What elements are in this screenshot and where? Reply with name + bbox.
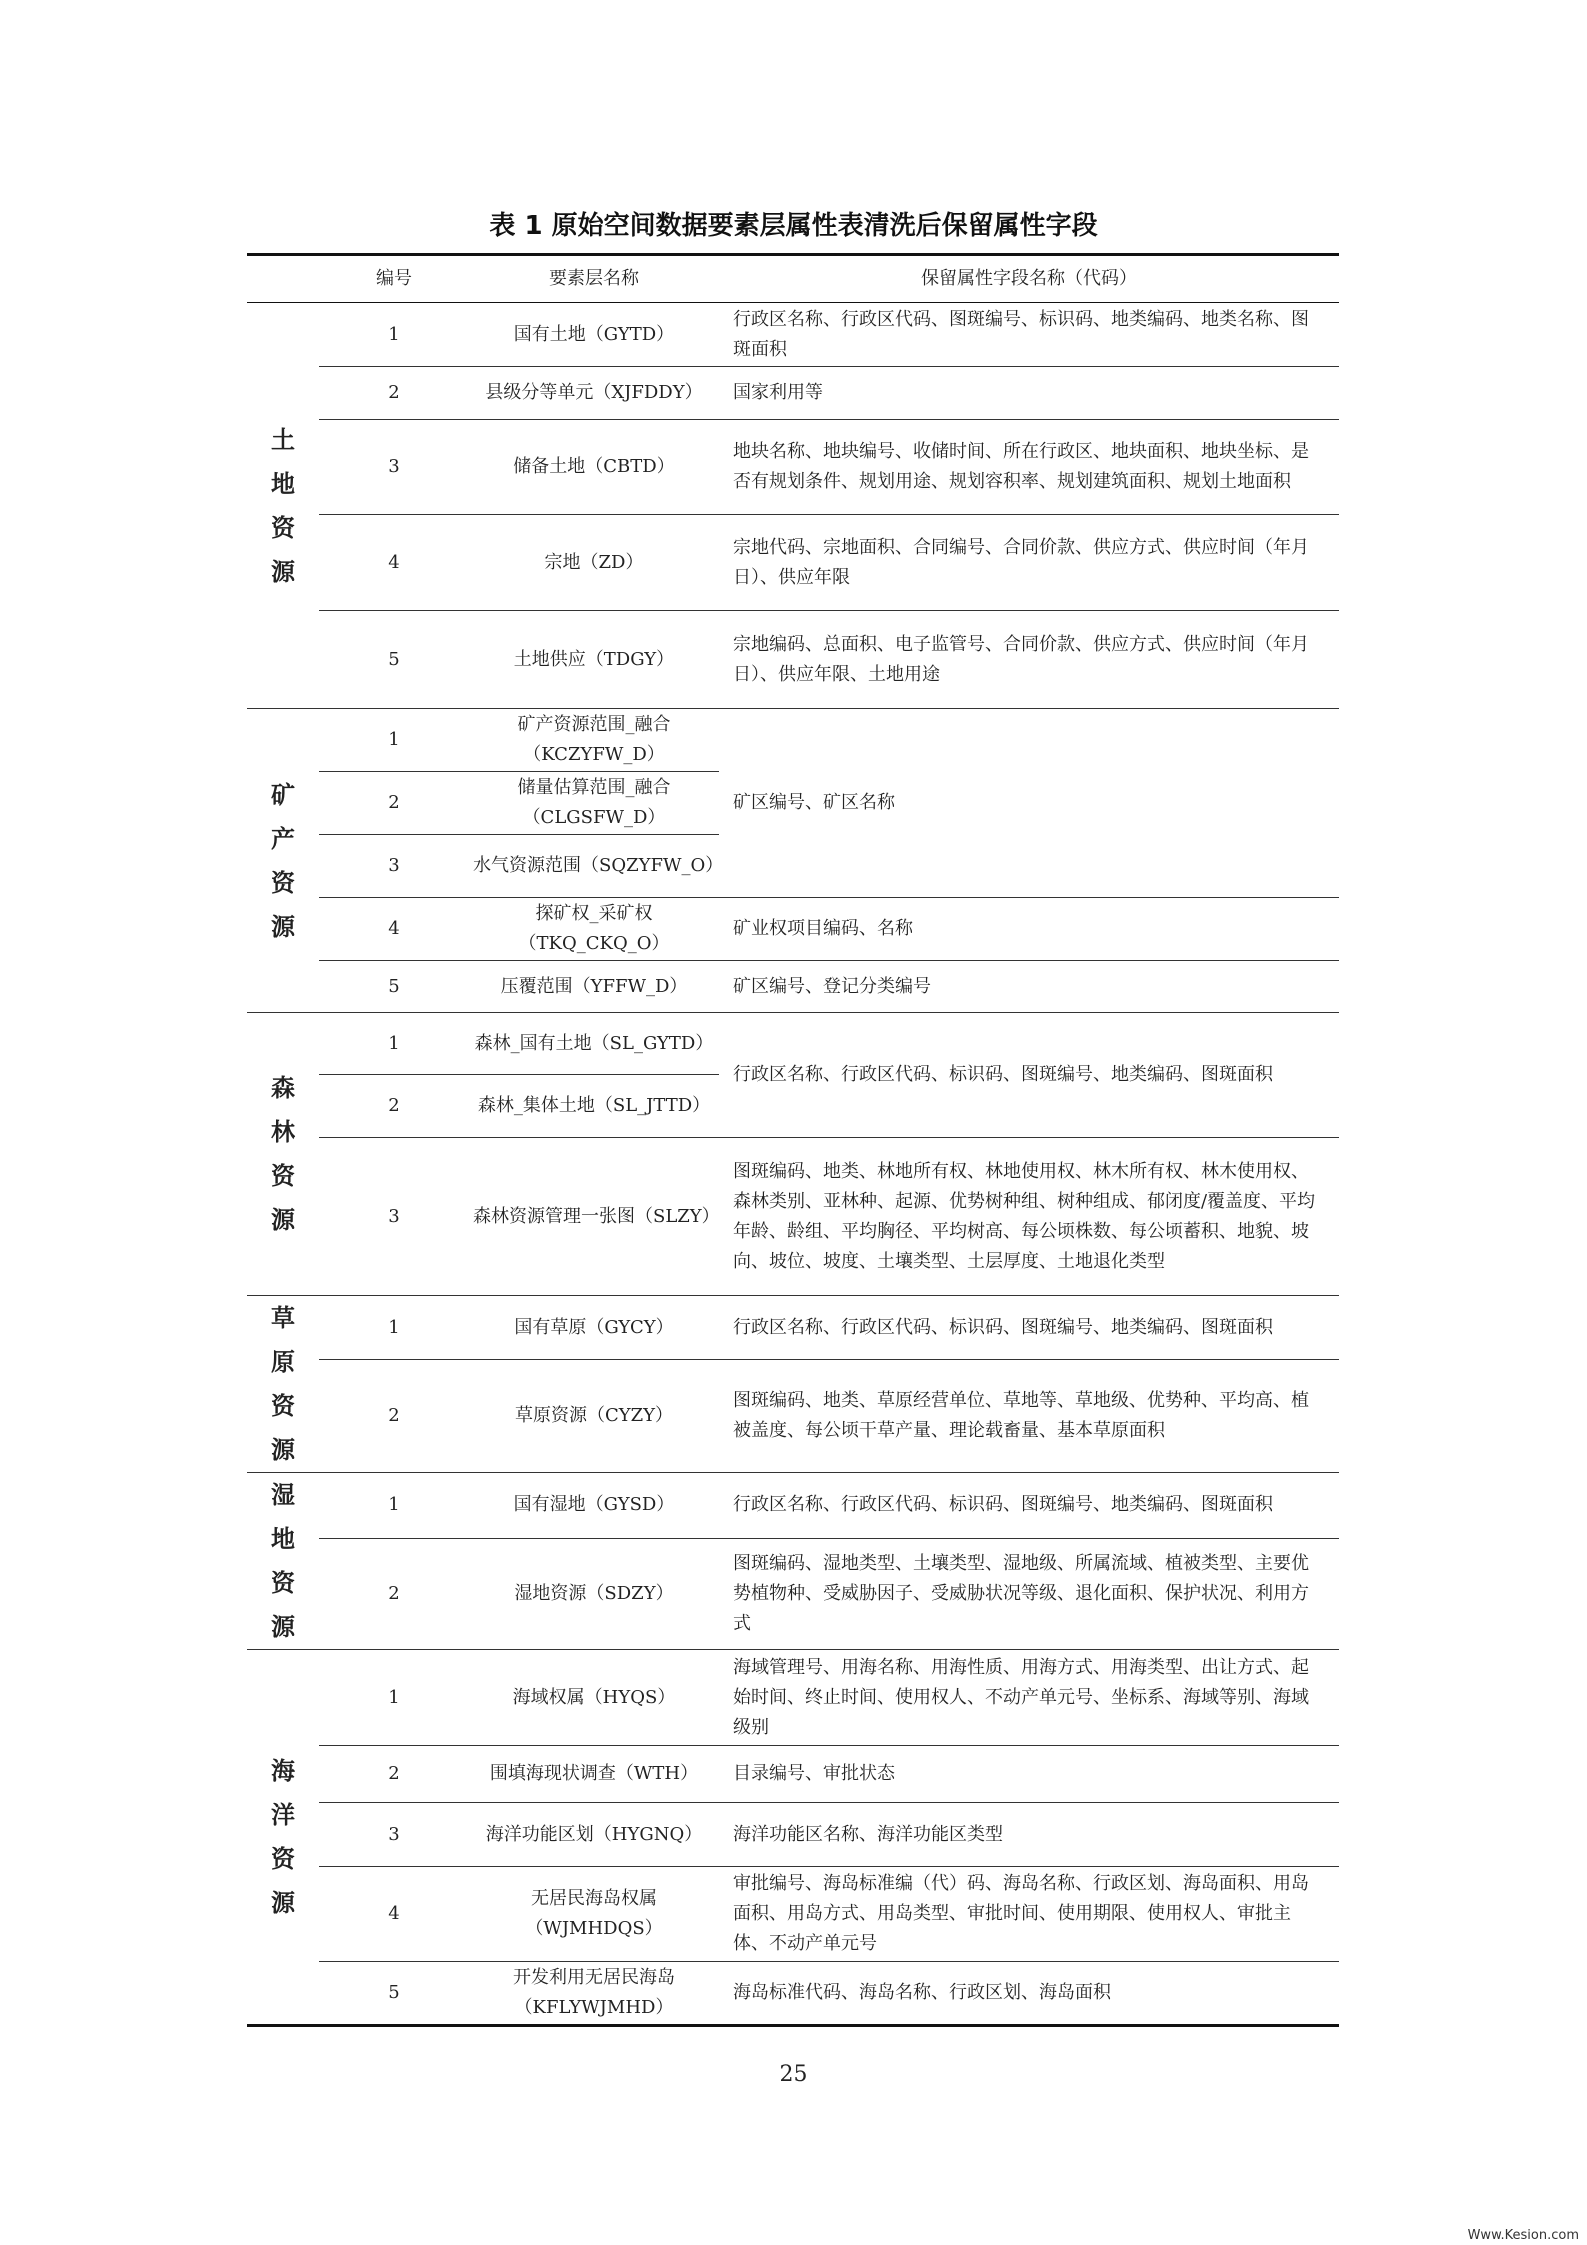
row-fields: 行政区名称、行政区代码、标识码、图斑编号、地类编码、图斑面积 bbox=[719, 1473, 1339, 1539]
row-fields: 国家利用等 bbox=[719, 367, 1339, 420]
table-row bbox=[247, 898, 1339, 961]
table-row bbox=[247, 611, 1339, 709]
table-header-row bbox=[247, 255, 1339, 303]
row-no: 5 bbox=[319, 611, 469, 709]
table-row bbox=[247, 1360, 1339, 1473]
row-no: 5 bbox=[319, 1962, 469, 2026]
row-no: 2 bbox=[319, 1538, 469, 1649]
row-no: 2 bbox=[319, 367, 469, 420]
table-row bbox=[247, 1803, 1339, 1867]
table-row bbox=[247, 1867, 1339, 1962]
table-row bbox=[247, 1296, 1339, 1360]
header-no: 编号 bbox=[319, 255, 469, 303]
table-row bbox=[247, 1138, 1339, 1296]
row-layer: 森林_国有土地（SL_GYTD） bbox=[469, 1013, 719, 1075]
row-layer: 国有土地（GYTD） bbox=[469, 303, 719, 367]
row-fields: 地块名称、地块编号、收储时间、所在行政区、地块面积、地块坐标、是否有规划条件、规划用途、规划容积率、规划建筑面积、规划土地面积 bbox=[719, 420, 1339, 515]
row-fields: 矿区编号、登记分类编号 bbox=[719, 961, 1339, 1013]
group-label: 海洋资源 bbox=[271, 1757, 295, 1917]
row-layer: 国有湿地（GYSD） bbox=[469, 1473, 719, 1539]
row-layer: 湿地资源（SDZY） bbox=[469, 1538, 719, 1649]
group-cell-ocean bbox=[247, 1650, 319, 2026]
row-layer: 土地供应（TDGY） bbox=[469, 611, 719, 709]
group-label: 森林资源 bbox=[271, 1074, 295, 1234]
row-fields: 矿业权项目编码、名称 bbox=[719, 898, 1339, 961]
table-row bbox=[247, 1650, 1339, 1746]
row-no: 1 bbox=[319, 1650, 469, 1746]
row-layer: 探矿权_采矿权（TKQ_CKQ_O） bbox=[469, 898, 719, 961]
row-layer: 开发利用无居民海岛（KFLYWJMHD） bbox=[469, 1962, 719, 2026]
attribute-table bbox=[247, 253, 1339, 2027]
row-no: 4 bbox=[319, 898, 469, 961]
group-label: 草原资源 bbox=[271, 1304, 295, 1464]
row-fields: 宗地编码、总面积、电子监管号、合同价款、供应方式、供应时间（年月日）、供应年限、土地用途 bbox=[719, 611, 1339, 709]
row-no: 5 bbox=[319, 961, 469, 1013]
group-label: 矿产资源 bbox=[271, 780, 295, 941]
row-fields: 海岛标准代码、海岛名称、行政区划、海岛面积 bbox=[719, 1962, 1339, 2026]
row-no: 3 bbox=[319, 420, 469, 515]
row-no: 1 bbox=[319, 1473, 469, 1539]
row-no: 1 bbox=[319, 303, 469, 367]
row-no: 3 bbox=[319, 835, 469, 898]
row-layer: 压覆范围（YFFW_D） bbox=[469, 961, 719, 1013]
row-layer: 海洋功能区划（HYGNQ） bbox=[469, 1803, 719, 1867]
row-layer: 海域权属（HYQS） bbox=[469, 1650, 719, 1746]
table-row bbox=[247, 1473, 1339, 1539]
row-layer: 储备土地（CBTD） bbox=[469, 420, 719, 515]
row-layer: 矿产资源范围_融合（KCZYFW_D） bbox=[469, 709, 719, 772]
row-no: 4 bbox=[319, 1867, 469, 1962]
row-fields: 宗地代码、宗地面积、合同编号、合同价款、供应方式、供应时间（年月日）、供应年限 bbox=[719, 515, 1339, 611]
header-fields: 保留属性字段名称（代码） bbox=[719, 255, 1339, 303]
header-group bbox=[247, 255, 319, 303]
group-cell-forest bbox=[247, 1013, 319, 1296]
row-no: 2 bbox=[319, 1360, 469, 1473]
row-no: 2 bbox=[319, 1746, 469, 1803]
row-layer: 宗地（ZD） bbox=[469, 515, 719, 611]
row-no: 2 bbox=[319, 1075, 469, 1138]
row-no: 2 bbox=[319, 772, 469, 835]
row-no: 1 bbox=[319, 709, 469, 772]
row-layer: 水气资源范围（SQZYFW_O） bbox=[469, 835, 719, 898]
table-row bbox=[247, 1962, 1339, 2026]
row-layer: 草原资源（CYZY） bbox=[469, 1360, 719, 1473]
row-no: 3 bbox=[319, 1803, 469, 1867]
table-row bbox=[247, 303, 1339, 367]
table-title: 表 1 原始空间数据要素层属性表清洗后保留属性字段 bbox=[489, 211, 1098, 241]
row-no: 3 bbox=[319, 1138, 469, 1296]
row-fields: 审批编号、海岛标准编（代）码、海岛名称、行政区划、海岛面积、用岛面积、用岛方式、用岛类型、审批时间、使用期限、使用权人、审批主体、不动产单元号 bbox=[719, 1867, 1339, 1962]
row-fields: 矿区编号、矿区名称 bbox=[719, 709, 1339, 898]
table-row bbox=[247, 1746, 1339, 1803]
row-layer: 储量估算范围_融合（CLGSFW_D） bbox=[469, 772, 719, 835]
row-no: 1 bbox=[319, 1013, 469, 1075]
table-row bbox=[247, 515, 1339, 611]
table-row bbox=[247, 1538, 1339, 1649]
row-layer: 县级分等单元（XJFDDY） bbox=[469, 367, 719, 420]
row-fields: 图斑编码、湿地类型、土壤类型、湿地级、所属流域、植被类型、主要优势植物种、受威胁因子、受威胁状况等级、退化面积、保护状况、利用方式 bbox=[719, 1538, 1339, 1649]
row-no: 4 bbox=[319, 515, 469, 611]
group-cell-wetland bbox=[247, 1473, 319, 1650]
row-fields: 图斑编码、地类、草原经营单位、草地等、草地级、优势种、平均高、植被盖度、每公顷干草产量、理论载畜量、基本草原面积 bbox=[719, 1360, 1339, 1473]
group-label: 土地资源 bbox=[271, 425, 295, 586]
header-layer: 要素层名称 bbox=[469, 255, 719, 303]
page-number: 25 bbox=[779, 2062, 808, 2087]
row-layer: 国有草原（GYCY） bbox=[469, 1296, 719, 1360]
table-row bbox=[247, 420, 1339, 515]
row-fields: 行政区名称、行政区代码、图斑编号、标识码、地类编码、地类名称、图斑面积 bbox=[719, 303, 1339, 367]
row-fields: 行政区名称、行政区代码、标识码、图斑编号、地类编码、图斑面积 bbox=[719, 1013, 1339, 1138]
row-layer: 森林_集体土地（SL_JTTD） bbox=[469, 1075, 719, 1138]
table-row bbox=[247, 961, 1339, 1013]
group-cell-land bbox=[247, 303, 319, 709]
table-row bbox=[247, 367, 1339, 420]
row-fields: 行政区名称、行政区代码、标识码、图斑编号、地类编码、图斑面积 bbox=[719, 1296, 1339, 1360]
watermark: Www.Kesion.com bbox=[1467, 2228, 1579, 2243]
row-fields: 海洋功能区名称、海洋功能区类型 bbox=[719, 1803, 1339, 1867]
row-layer: 无居民海岛权属（WJMHDQS） bbox=[469, 1867, 719, 1962]
group-cell-grass bbox=[247, 1296, 319, 1473]
row-fields: 图斑编码、地类、林地所有权、林地使用权、林木所有权、林木使用权、森林类别、亚林种、起源、优势树种组、树种组成、郁闭度/覆盖度、平均年龄、龄组、平均胸径、平均树高、每公顷株数、每公顷蓄积、地貌、坡向、坡位、坡度、土壤类型、土层厚度、土地退化类型 bbox=[719, 1138, 1339, 1296]
table-row bbox=[247, 709, 1339, 772]
group-label: 湿地资源 bbox=[271, 1481, 295, 1641]
row-layer: 围填海现状调查（WTH） bbox=[469, 1746, 719, 1803]
row-fields: 目录编号、审批状态 bbox=[719, 1746, 1339, 1803]
table-row bbox=[247, 1013, 1339, 1075]
row-no: 1 bbox=[319, 1296, 469, 1360]
group-cell-mineral bbox=[247, 709, 319, 1013]
row-fields: 海域管理号、用海名称、用海性质、用海方式、用海类型、出让方式、起始时间、终止时间、使用权人、不动产单元号、坐标系、海域等别、海域级别 bbox=[719, 1650, 1339, 1746]
row-layer: 森林资源管理一张图（SLZY） bbox=[469, 1138, 719, 1296]
